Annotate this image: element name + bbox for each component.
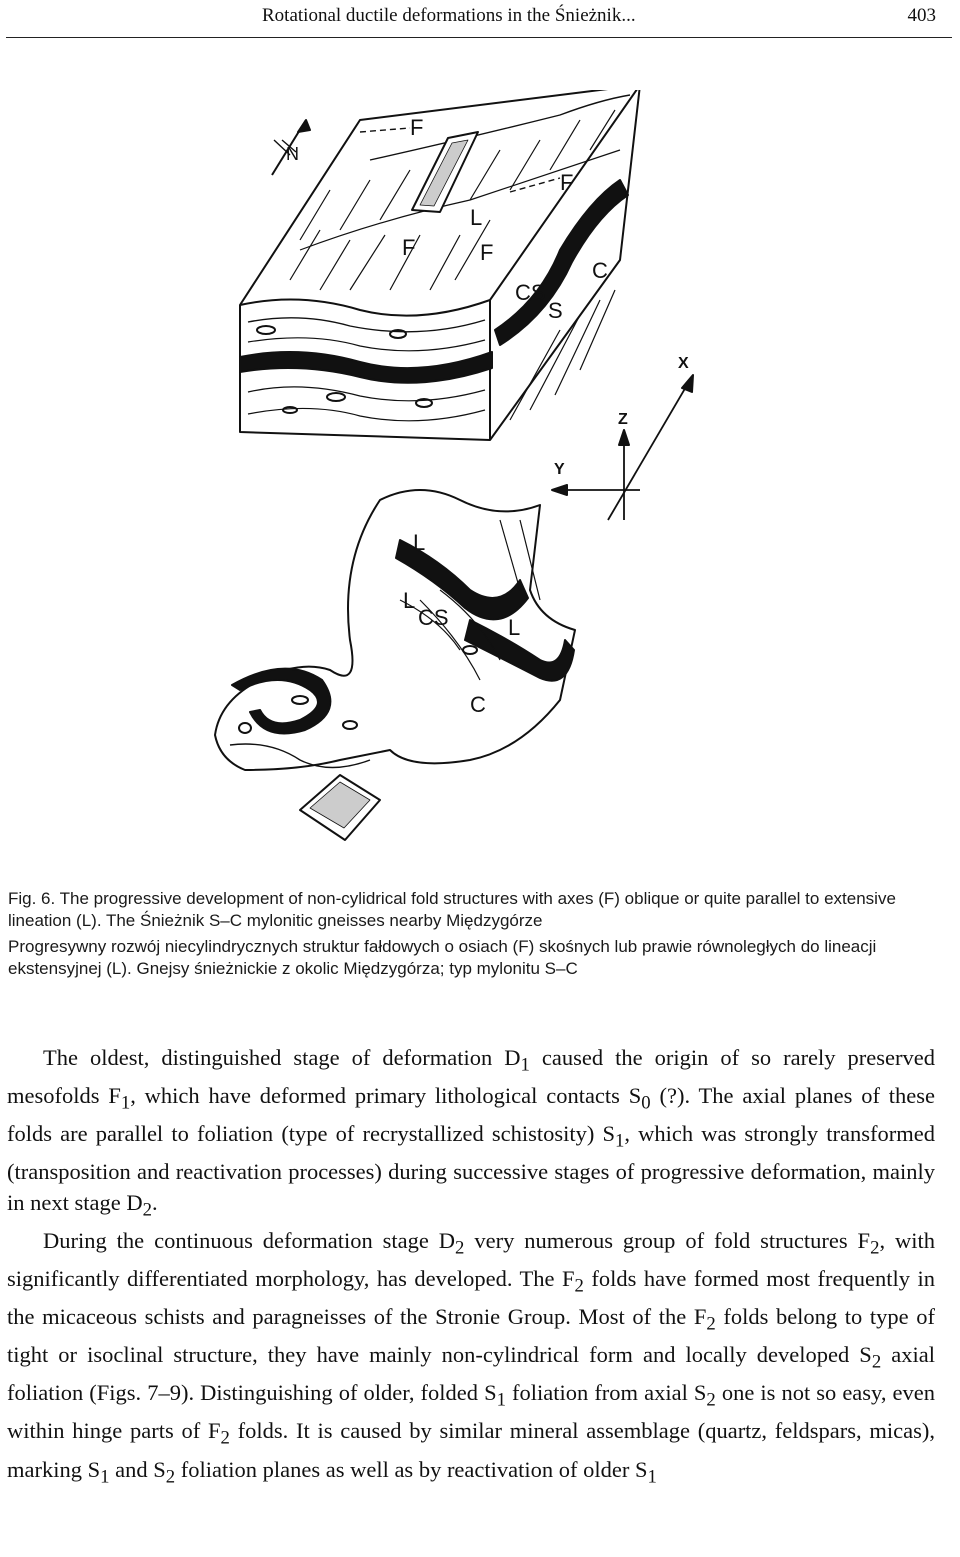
- figure-caption: [8, 888, 948, 980]
- label-c-1: C: [592, 258, 608, 283]
- label-f-4: F: [480, 240, 494, 265]
- caption-english: Fig. 6. The progressive development of non-cylidrical fold structures with axes (F) oblique or quite parallel to extensive lineation (L). The Śnieżnik S–C mylonitic gneisses nearby Międzygórze: [8, 889, 896, 930]
- paragraph-2: During the continuous deformation stage $D_2$ very numerous group of fold structures $F_2$, with significantly differentiated morphology, has developed. The $F_2$ folds have formed most frequently in the micaceous schists and paragneisses of the Stronie Group. Most of the $F_2$ folds belong to type of tight or isoclinal structure, they have mainly non-cylindrical form and locally developed $S_2$ axial foliation (Figs. 7–9). Distinguishing of older, folded $S_1$ foliation from axial $S_2$ one is not so easy, even within hinge parts of $F_2$ folds. It is caused by similar mineral assemblage (quartz, feldspars, micas), marking $S_1$ and $S_2$ foliation planes as well as by reactivation of older $S_1$: [7, 1227, 936, 1488]
- upper-block-top-edge: [240, 300, 490, 316]
- label-y: Y: [554, 461, 565, 478]
- label-north: N: [286, 144, 299, 164]
- label-x: X: [678, 355, 689, 372]
- label-l-3: L: [403, 588, 416, 613]
- dark-layer-front-face: [240, 352, 492, 383]
- axis-x: [608, 380, 690, 520]
- label-z: Z: [618, 411, 628, 428]
- fold-structure-figure: [200, 90, 760, 860]
- label-cs-2: CS: [418, 605, 449, 630]
- label-l-2: L: [413, 530, 426, 555]
- page-header: [0, 0, 960, 40]
- running-title: Rotational ductile deformations in the Śnieżnik...: [262, 5, 636, 26]
- label-l-4: L: [508, 615, 521, 640]
- label-f-2: F: [560, 170, 574, 195]
- caption-polish: Progresywny rozwój niecylindrycznych struktur fałdowych o osiach (F) skośnych lub prawie równoległych do lineacji ekstensyjnej (L). Gnejsy śnieżnickie z okolic Międzygórza; typ mylonitu S–C: [8, 937, 877, 978]
- body-text: [7, 1043, 935, 1493]
- label-s-1: S: [548, 298, 563, 323]
- label-f-1: F: [410, 115, 424, 140]
- page-number: 403: [907, 5, 936, 26]
- paragraph-1: The oldest, distinguished stage of deformation $D_1$ caused the origin of so rarely preserved mesofolds $F_1$, which have deformed primary lithological contacts $S_0$ (?). The axial planes of these folds are parallel to foliation (type of recrystallized schistosity) $S_1$, which was strongly transformed (transposition and reactivation processes) during successive stages of progressive deformation, mainly in next stage $D_2$.: [7, 1045, 935, 1221]
- header-rule: [6, 37, 952, 38]
- label-l-1: L: [470, 205, 483, 230]
- label-f-3: F: [402, 235, 416, 260]
- label-cs-1: CS: [515, 280, 546, 305]
- label-c-2: C: [470, 692, 486, 717]
